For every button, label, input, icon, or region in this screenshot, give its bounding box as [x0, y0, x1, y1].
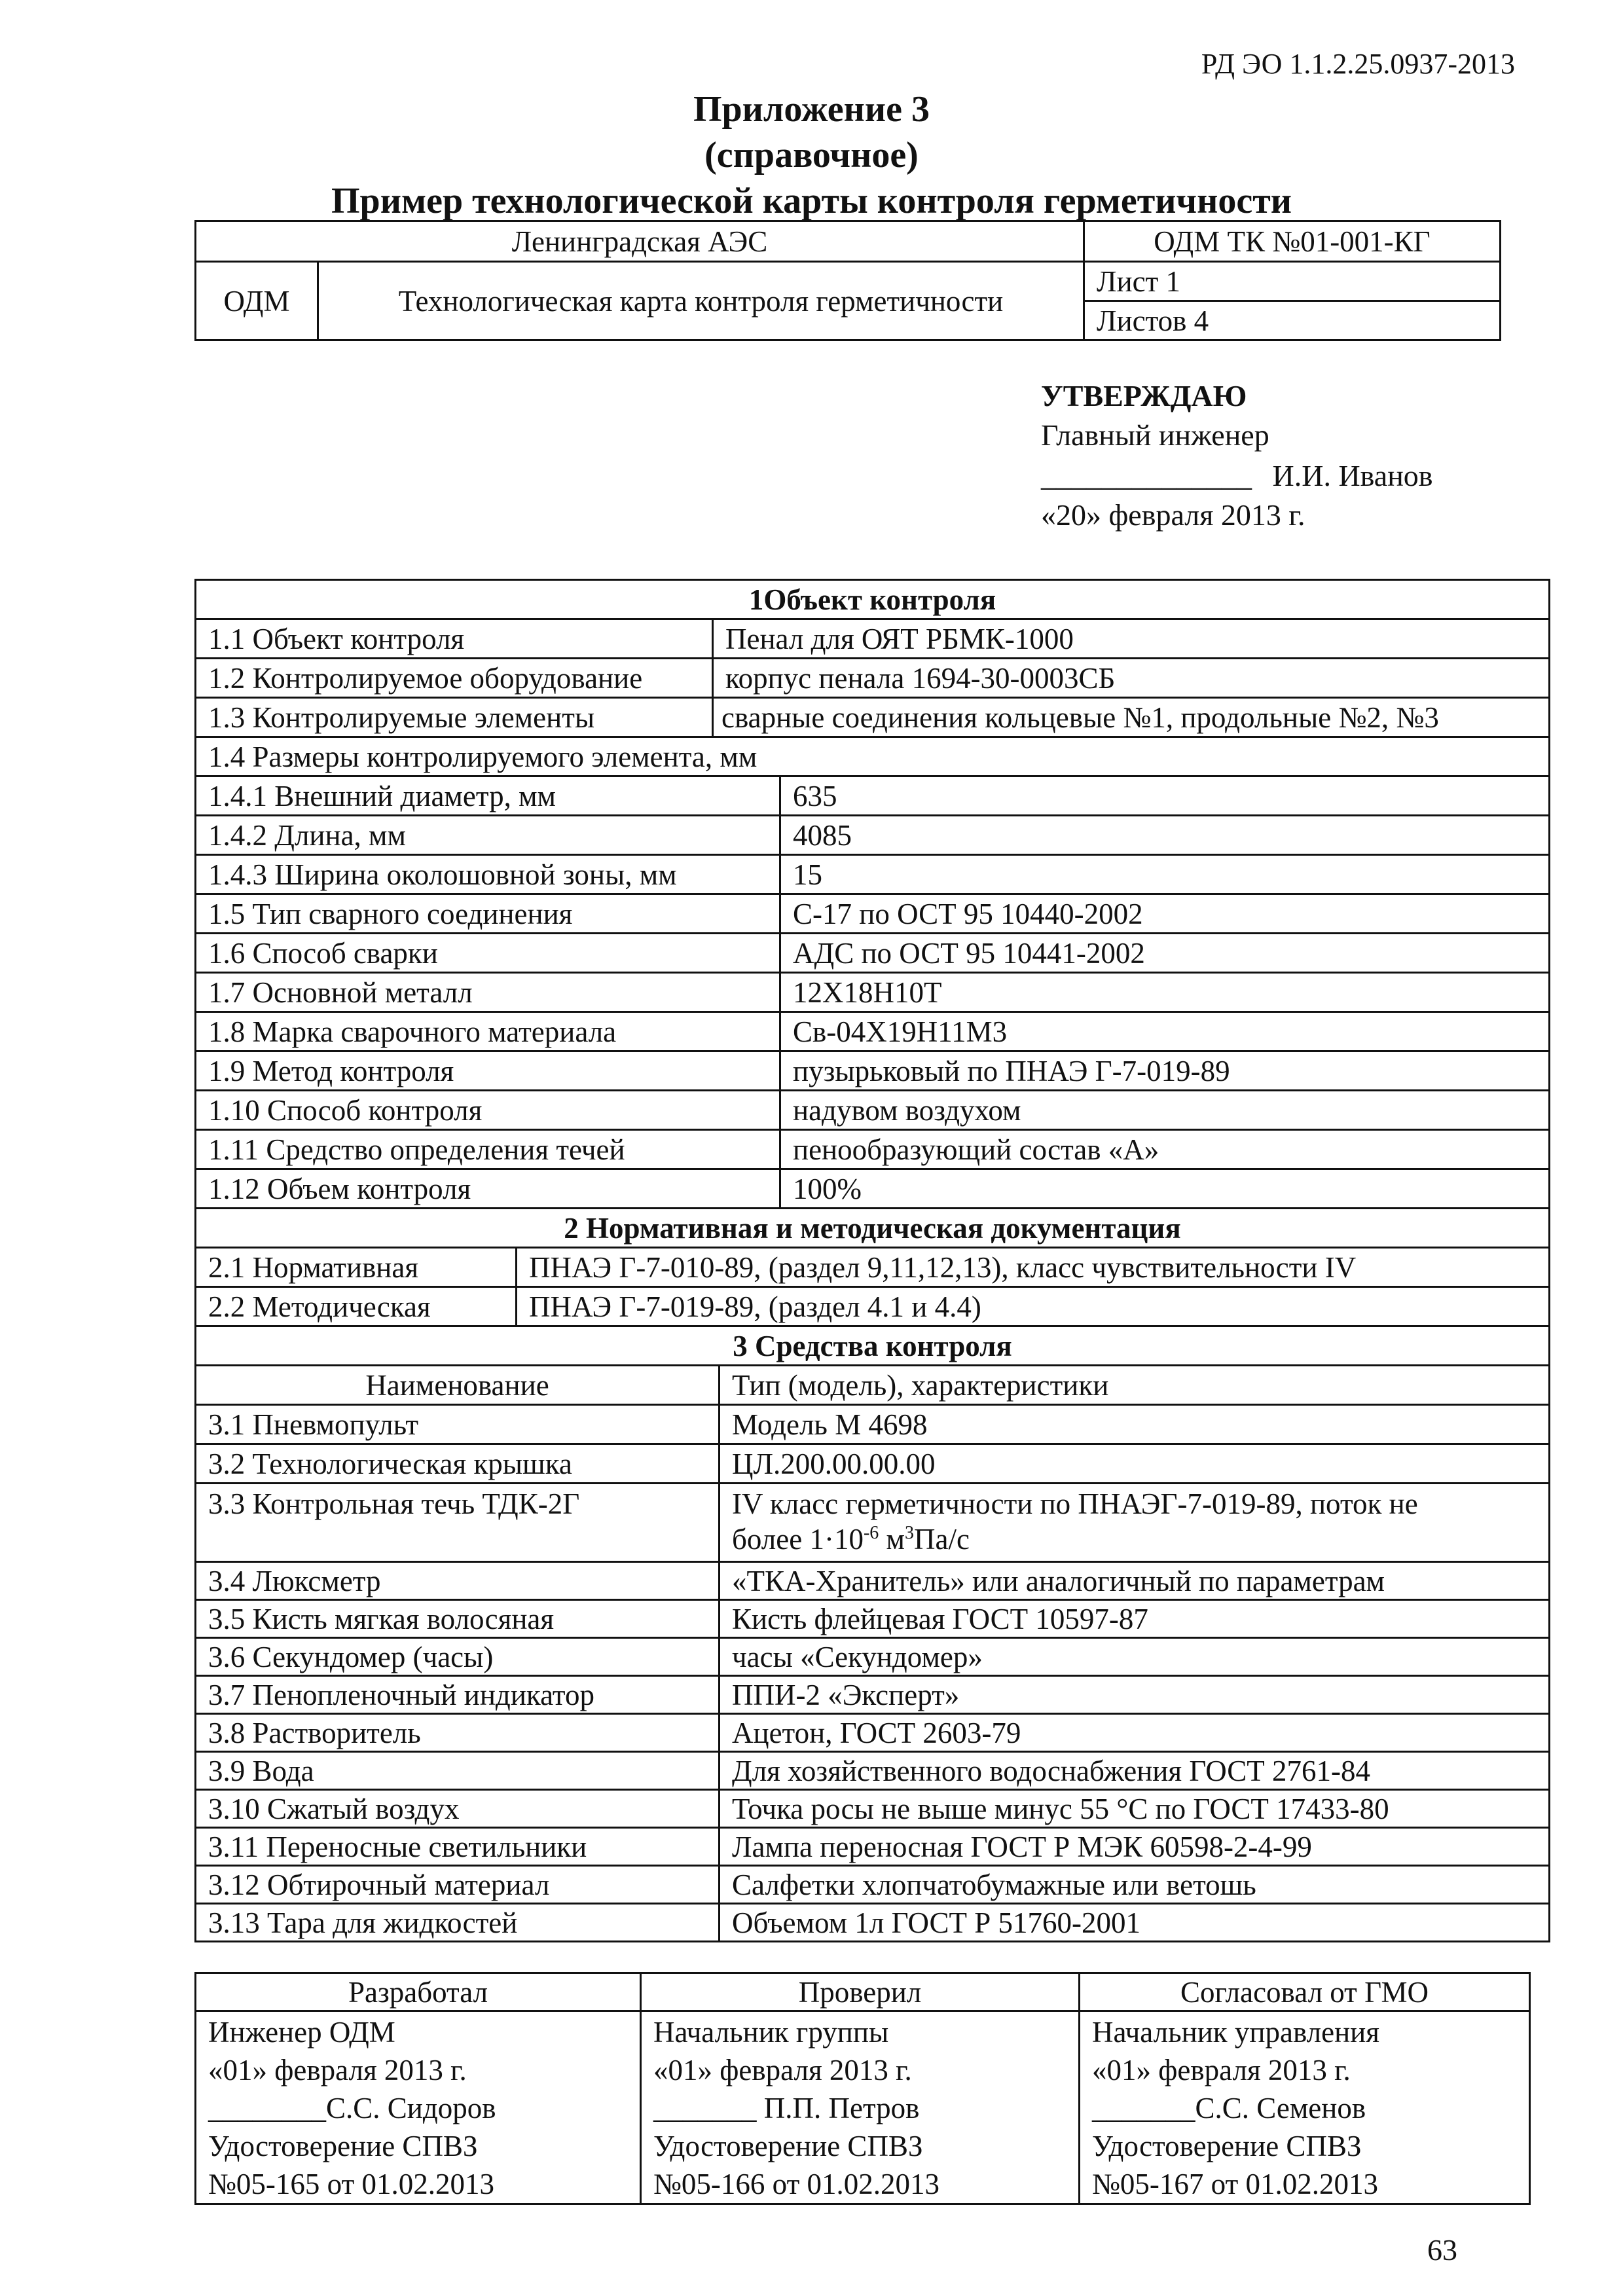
date: «01» февраля 2013 г.: [653, 2054, 912, 2086]
row-label: 3.7 Пенопленочный индикатор: [196, 1676, 720, 1714]
row-value: Св-04Х19Н11М3: [780, 1012, 1550, 1051]
certificate-number: №05-166 от 01.02.2013: [653, 2168, 939, 2200]
row-value: Пенал для ОЯТ РБМК-1000: [713, 619, 1550, 659]
certificate-number: №05-165 от 01.02.2013: [208, 2168, 494, 2200]
appendix-title: Приложение 3: [693, 89, 930, 130]
sheets-total: Листов 4: [1084, 301, 1501, 340]
row-label: 1.1 Объект контроля: [196, 619, 713, 659]
documentation-table: [194, 1207, 1550, 1327]
approval-position: Главный инженер: [1041, 418, 1269, 452]
row-value: Для хозяйственного водоснабжения ГОСТ 2761-84: [720, 1752, 1550, 1790]
row-label: 1.4.3 Ширина околошовной зоны, мм: [196, 855, 780, 894]
approval-title: УТВЕРЖДАЮ: [1041, 379, 1247, 412]
header-table: [194, 220, 1501, 341]
row-label: 3.5 Кисть мягкая волосяная: [196, 1600, 720, 1638]
row-label: 1.4.1 Внешний диаметр, мм: [196, 776, 780, 816]
document-number: РД ЭО 1.1.2.25.0937-2013: [1201, 48, 1515, 80]
row-value: ППИ-2 «Эксперт»: [720, 1676, 1550, 1714]
row-label: 1.12 Объем контроля: [196, 1169, 780, 1209]
signature-developer: [196, 2011, 641, 2204]
row-label: 3.10 Сжатый воздух: [196, 1790, 720, 1828]
header-developed: Разработал: [196, 1973, 641, 2011]
row-value: пенообразующий состав «А»: [780, 1130, 1550, 1169]
row-value: пузырьковый по ПНАЭ Г-7-019-89: [780, 1051, 1550, 1091]
row-label: 1.6 Способ сварки: [196, 934, 780, 973]
row-label: 3.8 Растворитель: [196, 1714, 720, 1752]
signature-line: ______________: [1041, 459, 1252, 492]
column-header-name: Наименование: [196, 1366, 720, 1405]
department: ОДМ: [196, 262, 318, 340]
certificate-number: №05-167 от 01.02.2013: [1092, 2168, 1378, 2200]
date: «01» февраля 2013 г.: [208, 2054, 467, 2086]
document-code: ОДМ ТК №01-001-КГ: [1084, 221, 1501, 262]
row-value: надувом воздухом: [780, 1091, 1550, 1130]
signature-checker: [641, 2011, 1080, 2204]
signature: _______ П.П. Петров: [653, 2092, 920, 2124]
row-value: 15: [780, 855, 1550, 894]
object-table: [194, 579, 1550, 777]
row-value: Кисть флейцевая ГОСТ 10597-87: [720, 1600, 1550, 1638]
row-label: 1.3 Контролируемые элементы: [196, 698, 713, 737]
sizes-title: 1.4 Размеры контролируемого элемента, мм: [196, 737, 1550, 776]
row-value: «ТКА-Хранитель» или аналогичный по параметрам: [720, 1562, 1550, 1600]
row-label: 3.11 Переносные светильники: [196, 1828, 720, 1866]
row-value: АДС по ОСТ 95 10441-2002: [780, 934, 1550, 973]
position: Инженер ОДМ: [208, 2016, 395, 2049]
row-label: 3.6 Секундомер (часы): [196, 1638, 720, 1676]
sheet-number: Лист 1: [1084, 262, 1501, 301]
row-label: 1.7 Основной металл: [196, 973, 780, 1012]
signatures-table: [194, 1972, 1531, 2205]
position: Начальник управления: [1092, 2016, 1379, 2049]
row-label: 1.11 Средство определения течей: [196, 1130, 780, 1169]
page-number: 63: [1427, 2233, 1457, 2267]
row-value: 635: [780, 776, 1550, 816]
approval-date: «20» февраля 2013 г.: [1041, 498, 1305, 532]
position: Начальник группы: [653, 2016, 889, 2049]
row-value: С-17 по ОСТ 95 10440-2002: [780, 894, 1550, 934]
row-value: сварные соединения кольцевые №1, продольные №2, №3: [713, 698, 1550, 737]
row-value: Салфетки хлопчатобумажные или ветошь: [720, 1866, 1550, 1904]
row-label: 2.1 Нормативная: [196, 1248, 517, 1287]
value-line-1: IV класс герметичности по ПНАЭГ-7-019-89, поток не: [732, 1487, 1418, 1520]
row-label: 1.2 Контролируемое оборудование: [196, 659, 713, 698]
row-label: 3.3 Контрольная течь ТДК-2Г: [196, 1484, 720, 1562]
column-header-type: Тип (модель), характеристики: [720, 1366, 1550, 1405]
row-label: 2.2 Методическая: [196, 1287, 517, 1326]
certificate: Удостоверение СПВЗ: [653, 2130, 923, 2162]
approver-name: И.И. Иванов: [1272, 459, 1433, 492]
page-title: Пример технологической карты контроля герметичности: [331, 181, 1292, 221]
row-value: ПНАЭ Г-7-019-89, (раздел 4.1 и 4.4): [517, 1287, 1550, 1326]
signature-approver: [1080, 2011, 1530, 2204]
appendix-subtitle: (справочное): [704, 135, 919, 175]
object-params-table: [194, 775, 1550, 1209]
row-value: ПНАЭ Г-7-010-89, (раздел 9,11,12,13), класс чувствительности IV: [517, 1248, 1550, 1287]
row-value: Ацетон, ГОСТ 2603-79: [720, 1714, 1550, 1752]
row-label: 1.5 Тип сварного соединения: [196, 894, 780, 934]
section-1-title: 1Объект контроля: [196, 580, 1550, 619]
header-agreed: Согласовал от ГМО: [1080, 1973, 1530, 2011]
signature: _______С.С. Семенов: [1092, 2092, 1366, 2124]
row-value: корпус пенала 1694-30-0003СБ: [713, 659, 1550, 698]
station-name: Ленинградская АЭС: [196, 221, 1084, 262]
row-value: ЦЛ.200.00.00.00: [720, 1444, 1550, 1484]
row-label: 1.10 Способ контроля: [196, 1091, 780, 1130]
row-label: 1.9 Метод контроля: [196, 1051, 780, 1091]
date: «01» февраля 2013 г.: [1092, 2054, 1351, 2086]
approval-signature: [1041, 458, 1433, 493]
row-value: 4085: [780, 816, 1550, 855]
row-value: Лампа переносная ГОСТ Р МЭК 60598-2-4-99: [720, 1828, 1550, 1866]
row-label: 3.2 Технологическая крышка: [196, 1444, 720, 1484]
row-label: 1.8 Марка сварочного материала: [196, 1012, 780, 1051]
row-value: Точка росы не выше минус 55 °С по ГОСТ 17433-80: [720, 1790, 1550, 1828]
row-label: 3.9 Вода: [196, 1752, 720, 1790]
section-2-title: 2 Нормативная и методическая документация: [196, 1209, 1550, 1248]
row-value: Модель М 4698: [720, 1405, 1550, 1444]
row-label: 3.4 Люксметр: [196, 1562, 720, 1600]
row-label: 1.4.2 Длина, мм: [196, 816, 780, 855]
certificate: Удостоверение СПВЗ: [1092, 2130, 1362, 2162]
row-value: 100%: [780, 1169, 1550, 1209]
row-label: 3.12 Обтирочный материал: [196, 1866, 720, 1904]
certificate: Удостоверение СПВЗ: [208, 2130, 478, 2162]
row-value: 12Х18Н10Т: [780, 973, 1550, 1012]
row-value: часы «Секундомер»: [720, 1638, 1550, 1676]
signature: ________С.С. Сидоров: [208, 2092, 496, 2124]
section-3-title: 3 Средства контроля: [196, 1326, 1550, 1366]
document-title: Технологическая карта контроля герметичности: [318, 262, 1084, 340]
value-line-2: более $1\cdot 10^{-6}$ $м^3Па/с$: [732, 1523, 970, 1556]
row-label: 3.1 Пневмопульт: [196, 1405, 720, 1444]
row-value-multiline: [720, 1484, 1550, 1562]
row-value: Объемом 1л ГОСТ Р 51760-2001: [720, 1904, 1550, 1942]
row-label: 3.13 Тара для жидкостей: [196, 1904, 720, 1942]
header-checked: Проверил: [641, 1973, 1080, 2011]
equipment-table: [194, 1325, 1550, 1942]
